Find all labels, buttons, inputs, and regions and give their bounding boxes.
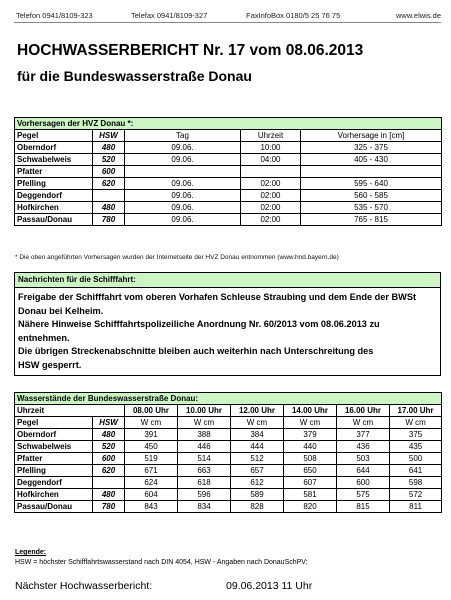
water-level-value: 604 [125,489,178,501]
levels-section-header [15,393,442,405]
water-level-value: 598 [390,477,442,489]
shipping-news-line: Donau bei Kelheim. [18,305,104,316]
forecast-range: 535 - 570 [301,202,442,214]
forecast-table [14,117,442,226]
report-subtitle: für die Bundeswasserstraße Donau [17,68,252,84]
water-level-value: 624 [125,477,178,489]
forecast-time: 02:00 [241,178,301,190]
water-level-value: 811 [390,501,442,513]
station-hsw: 480 [93,429,125,441]
water-level-row [15,429,442,441]
water-level-value: 815 [337,501,390,513]
water-level-value: 519 [125,453,178,465]
water-level-value: 671 [125,465,178,477]
unit-header: W cm [337,417,390,429]
forecast-day: 09.06. [125,214,241,226]
water-level-value: 503 [337,453,390,465]
forecast-day: 09.06. [125,202,241,214]
telefax-number: Telefax 0941/8109-327 [131,11,208,20]
water-level-value: 379 [284,429,337,441]
forecast-day: 09.06. [125,142,241,154]
water-level-value: 508 [284,453,337,465]
water-level-value: 644 [337,465,390,477]
next-report-label: Nächster Hochwasserbericht: [15,580,153,592]
water-level-value: 589 [231,489,284,501]
forecast-range: 595 - 640 [301,178,442,190]
station-hsw: 620 [93,178,125,190]
time-header: 12.00 Uhr [231,405,284,417]
unit-header: W cm [125,417,178,429]
contact-header [14,8,441,23]
forecast-row [15,142,442,154]
forecast-section-title: Vorhersagen der HVZ Donau *: [15,118,442,130]
forecast-range: 560 - 585 [301,190,442,202]
water-level-value: 388 [178,429,231,441]
forecast-time [241,166,301,178]
shipping-news-line: Die übrigen Streckenabschnitte bleiben auch weiterhin nach Unterschreitung des [18,346,374,356]
unit-header: W cm [390,417,442,429]
time-header: 10.00 Uhr [178,405,231,417]
water-level-row [15,453,442,465]
water-level-value: 444 [231,441,284,453]
time-header: 17.00 Uhr [390,405,442,417]
water-level-value: 828 [231,501,284,513]
water-level-value: 384 [231,429,284,441]
station-hsw: 520 [93,154,125,166]
water-level-value: 440 [284,441,337,453]
water-level-value: 512 [231,453,284,465]
next-report-date: 09.06.2013 11 Uhr [226,580,313,592]
time-header: 16.00 Uhr [337,405,390,417]
station-name: Hofkirchen [15,202,93,214]
water-level-value: 436 [337,441,390,453]
forecast-column-header-row [15,130,442,142]
water-level-value: 581 [284,489,337,501]
column-header-hsw: HSW [93,130,125,142]
water-level-value: 435 [390,441,442,453]
forecast-row [15,178,442,190]
water-level-value: 500 [390,453,442,465]
forecast-section-header [15,118,442,130]
forecast-row [15,202,442,214]
water-level-row [15,501,442,513]
forecast-time: 04:00 [241,154,301,166]
station-name: Pfatter [15,166,93,178]
water-level-value: 377 [337,429,390,441]
forecast-range: 325 - 375 [301,142,442,154]
unit-header: W cm [178,417,231,429]
shipping-news-line: entnehmen. [18,332,70,343]
water-level-value: 514 [178,453,231,465]
station-name: Pfatter [15,453,93,465]
forecast-day [125,166,241,178]
shipping-news-line: Nähere Hinweise Schifffahrtspolizeiliche Anordnung Nr. 60/2013 vom 08.06.2013 zu [18,319,380,329]
unit-header: W cm [284,417,337,429]
forecast-range: 765 - 815 [301,214,442,226]
levels-unit-header-row [15,417,442,429]
forecast-row [15,214,442,226]
station-hsw: 520 [93,441,125,453]
levels-section-title: Wasserstände der Bundeswasserstraße Donau: [15,393,442,405]
water-level-value: 663 [178,465,231,477]
station-name: Pfelling [15,465,93,477]
water-level-value: 607 [284,477,337,489]
shipping-news-title: Nachrichten für die Schifffahrt: [15,273,440,288]
shipping-news-body [15,288,440,375]
water-level-value: 612 [231,477,284,489]
station-hsw: 600 [93,166,125,178]
hsw-label: HSW [93,417,125,429]
shipping-news-line: HSW gesperrt. [18,359,82,370]
column-header-uhrzeit: Uhrzeit [241,130,301,142]
water-level-value: 446 [178,441,231,453]
water-level-value: 843 [125,501,178,513]
station-hsw: 480 [93,489,125,501]
station-name: Oberndorf [15,142,93,154]
time-header: 14.00 Uhr [284,405,337,417]
water-level-value: 375 [390,429,442,441]
website-link[interactable]: www.elwis.de [395,11,441,20]
station-name: Hofkirchen [15,489,93,501]
shipping-news-box [14,272,441,376]
legend [15,548,308,568]
water-level-row [15,465,442,477]
station-hsw: 780 [93,501,125,513]
water-level-value: 600 [337,477,390,489]
forecast-row [15,154,442,166]
forecast-footnote: * Die oben angeführten Vorhersagen wurden der Internetseite der HVZ Donau entnommen (www.hnd.bayern.de) [15,254,339,261]
unit-header: W cm [231,417,284,429]
water-level-value: 650 [284,465,337,477]
water-level-value: 834 [178,501,231,513]
water-level-value: 820 [284,501,337,513]
water-level-value: 391 [125,429,178,441]
water-level-value: 657 [231,465,284,477]
shipping-news-line: Freigabe der Schifffahrt vom oberen Vorhafen Schleuse Straubing und dem Ende der BWSt [18,292,417,302]
forecast-row [15,190,442,202]
forecast-range: 405 - 430 [301,154,442,166]
station-name: Deggendorf [15,190,93,202]
station-hsw [93,190,125,202]
station-name: Schwabelweis [15,154,93,166]
water-level-value: 450 [125,441,178,453]
station-name: Pfelling [15,178,93,190]
faxinfobox-number: FaxInfoBox 0180/5 25 76 75 [246,11,341,20]
forecast-range [301,166,442,178]
uhrzeit-label: Uhrzeit [15,405,125,417]
pegel-label: Pegel [15,417,93,429]
station-hsw: 620 [93,465,125,477]
forecast-time: 10:00 [241,142,301,154]
station-hsw: 600 [93,453,125,465]
column-header-tag: Tag [125,130,241,142]
station-hsw [93,477,125,489]
forecast-time: 02:00 [241,214,301,226]
report-title: HOCHWASSERBERICHT Nr. 17 vom 08.06.2013 [17,42,364,59]
water-level-row [15,441,442,453]
legend-title: Legende: [15,549,47,556]
station-name: Deggendorf [15,477,93,489]
water-level-value: 572 [390,489,442,501]
water-level-value: 618 [178,477,231,489]
station-name: Passau/Donau [15,501,93,513]
forecast-time: 02:00 [241,190,301,202]
station-name: Schwabelweis [15,441,93,453]
station-hsw: 780 [93,214,125,226]
water-level-value: 596 [178,489,231,501]
station-hsw: 480 [93,142,125,154]
forecast-day: 09.06. [125,190,241,202]
station-name: Passau/Donau [15,214,93,226]
water-level-row [15,489,442,501]
forecast-day: 09.06. [125,154,241,166]
telefon-number: Telefon 0941/8109-323 [16,11,93,20]
forecast-row [15,166,442,178]
water-levels-table [14,392,442,513]
forecast-time: 02:00 [241,202,301,214]
water-level-value: 575 [337,489,390,501]
time-header: 08.00 Uhr [125,405,178,417]
column-header-pegel: Pegel [15,130,93,142]
column-header-vorhersage: Vorhersage in [cm] [301,130,442,142]
water-level-row [15,477,442,489]
legend-text: HSW = höchster Schifffahrtswasserstand nach DIN 4054, HSW - Angaben nach DonauSchPV; [15,559,308,566]
station-hsw: 480 [93,202,125,214]
station-name: Oberndorf [15,429,93,441]
levels-time-header-row [15,405,442,417]
forecast-day: 09.06. [125,178,241,190]
water-level-value: 641 [390,465,442,477]
